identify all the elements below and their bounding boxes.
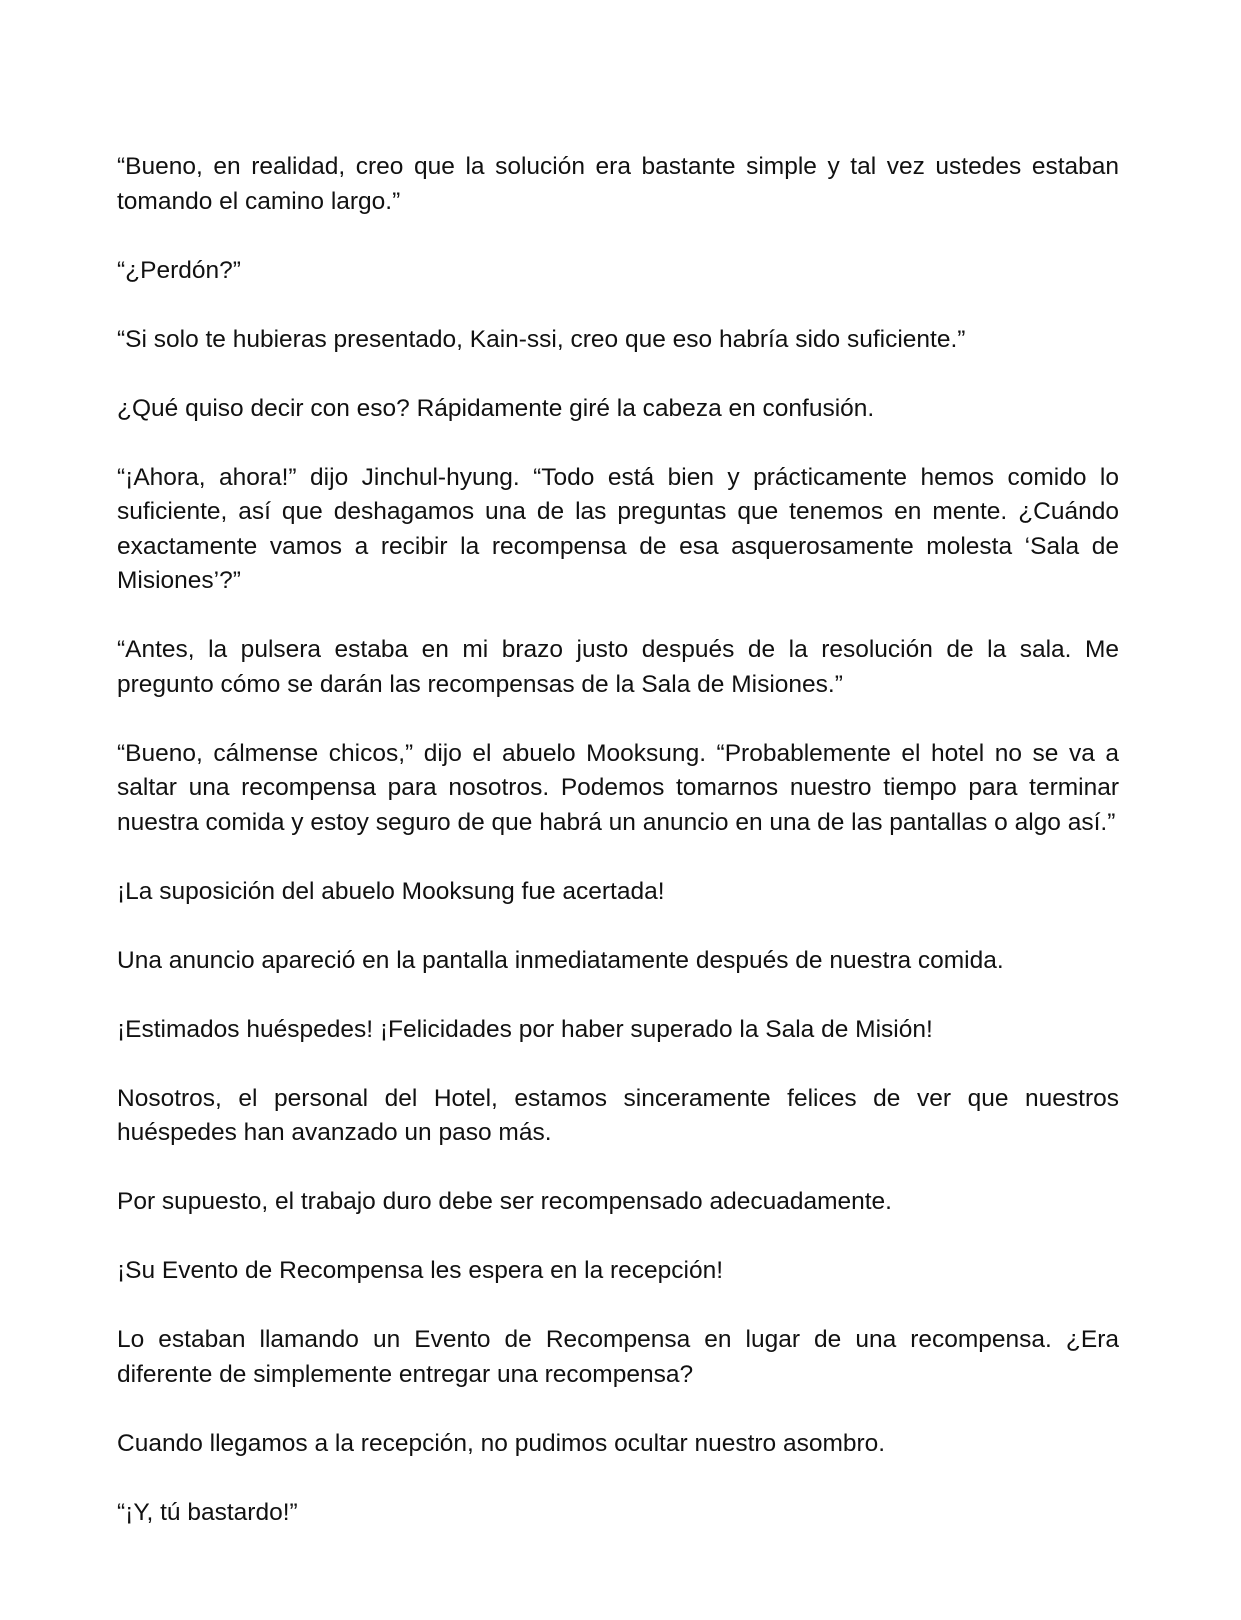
paragraph: “Bueno, cálmense chicos,” dijo el abuelo Mooksung. “Probablemente el hotel no se va a saltar una recompensa para nosotros. Podemos tomarnos nuestro tiempo para terminar nuestra comida y estoy seguro de que habrá un anuncio en una de las pantallas o algo así.”: [117, 739, 1119, 836]
paragraph: ¿Qué quiso decir con eso? Rápidamente giré la cabeza en confusión.: [117, 394, 875, 422]
paragraph: “¡Y, tú bastardo!”: [117, 1498, 298, 1526]
paragraph: “¡Ahora, ahora!” dijo Jinchul-hyung. “Todo está bien y prácticamente hemos comido lo suficiente, así que deshagamos una de las preguntas que tenemos en mente. ¿Cuándo exactamente vamos a recibir la recompensa de esa asquerosamente molesta ‘Sala de Misiones’?”: [117, 463, 1119, 594]
paragraph: ¡Su Evento de Recompensa les espera en la recepción!: [117, 1257, 724, 1284]
document-body: [117, 150, 1119, 1530]
paragraph: Una anuncio apareció en la pantalla inmediatamente después de nuestra comida.: [117, 946, 1004, 974]
paragraph: “Antes, la pulsera estaba en mi brazo justo después de la resolución de la sala. Me pregunto cómo se darán las recompensas de la Sala de Misiones.”: [117, 636, 1119, 698]
paragraph: “¿Perdón?”: [117, 256, 241, 284]
paragraph: ¡Estimados huéspedes! ¡Felicidades por haber superado la Sala de Misión!: [117, 1015, 933, 1043]
paragraph: ¡La suposición del abuelo Mooksung fue acertada!: [117, 877, 665, 905]
paragraph: Lo estaban llamando un Evento de Recompensa en lugar de una recompensa. ¿Era diferente de simplemente entregar una recompensa?: [117, 1326, 1119, 1388]
paragraph: “Si solo te hubieras presentado, Kain-ssi, creo que eso habría sido suficiente.”: [117, 325, 966, 353]
paragraph: “Bueno, en realidad, creo que la solución era bastante simple y tal vez ustedes estaban tomando el camino largo.”: [117, 153, 1119, 215]
paragraph: Cuando llegamos a la recepción, no pudimos ocultar nuestro asombro.: [117, 1429, 886, 1457]
paragraph: Nosotros, el personal del Hotel, estamos sinceramente felices de ver que nuestros huéspedes han avanzado un paso más.: [117, 1084, 1119, 1146]
paragraph: Por supuesto, el trabajo duro debe ser recompensado adecuadamente.: [117, 1188, 892, 1215]
